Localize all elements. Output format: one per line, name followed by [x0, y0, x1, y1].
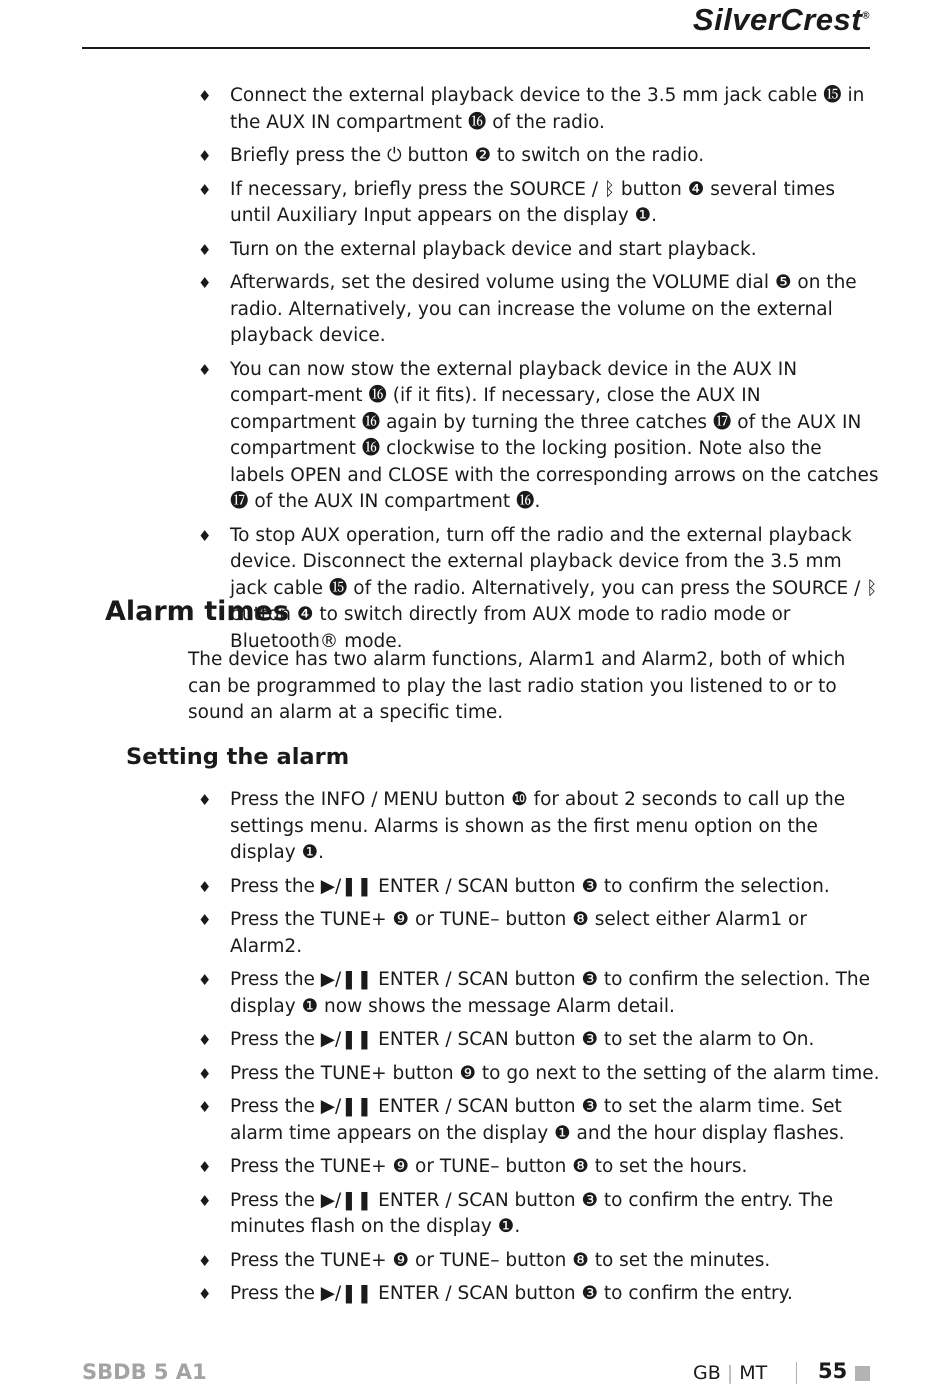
aux-step-text: Afterwards, set the desired volume using the VOLUME dial ❺ on the radio. Alternatively, you can increase the volume on the external playback device.: [230, 272, 857, 346]
footer-page-number: 55: [818, 1359, 848, 1383]
aux-step-text: You can now stow the external playback device in the AUX IN compart-ment ⓰ (if it fits). If necessary, close the AUX IN compartment ⓰ again by turning the three catches ⓱ of the AUX IN compartment ⓰ clockwise to the locking position. Note also the labels OPEN and CLOSE with the corresponding arrows on the catches ⓱ of the AUX IN compartment ⓰.: [230, 358, 879, 512]
brand-logo: [693, 2, 870, 38]
aux-step-text: Connect the external playback device to the 3.5 mm jack cable ⓯ in the AUX IN compartment ⓰ of the radio.: [230, 85, 865, 133]
alarm-step: [190, 1248, 880, 1275]
alarm-step-text: Press the ▶/❚❚ ENTER / SCAN button ❸ to confirm the entry.: [230, 1283, 793, 1304]
alarm-step-text: Press the ▶/❚❚ ENTER / SCAN button ❸ to confirm the entry. The minutes flash on the display ❶.: [230, 1189, 834, 1237]
alarm-step: [190, 967, 880, 1020]
bullet-diamond-icon: ♦: [198, 1098, 212, 1116]
section-heading-alarm-times: Alarm times: [105, 596, 289, 627]
alarm-step: [190, 1281, 880, 1308]
aux-step-text: Turn on the external playback device and start playback.: [230, 238, 757, 260]
bullet-diamond-icon: ♦: [198, 1191, 212, 1210]
bullet-diamond-icon: ♦: [198, 1285, 212, 1303]
bullet-diamond-icon: ♦: [198, 180, 212, 199]
alarm-step-text: Press the ▶/❚❚ ENTER / SCAN button ❸ to set the alarm to On.: [230, 1029, 815, 1050]
subsection-heading-setting-alarm: Setting the alarm: [126, 744, 350, 770]
aux-steps-list: [190, 83, 880, 662]
alarm-step-text: Press the ▶/❚❚ ENTER / SCAN button ❸ to confirm the selection. The display ❶ now shows the message Alarm detail.: [230, 969, 870, 1017]
alarm-step-text: Press the TUNE+ button ❾ to go next to the setting of the alarm time.: [230, 1062, 880, 1084]
aux-step: [190, 177, 880, 230]
bullet-diamond-icon: ♦: [198, 87, 212, 105]
brand-name: SilverCrest: [692, 2, 863, 37]
aux-step: [190, 143, 880, 170]
alarm-step: [190, 1094, 880, 1147]
bullet-diamond-icon: ♦: [198, 911, 212, 929]
alarm-step: [190, 907, 880, 960]
bullet-diamond-icon: ♦: [198, 274, 212, 292]
aux-step-text: Briefly press the ⏻ button ❷ to switch on the radio.: [230, 145, 705, 166]
aux-step: [190, 357, 880, 516]
bullet-diamond-icon: ♦: [198, 240, 212, 259]
alarm-step-text: Press the TUNE+ ❾ or TUNE– button ❽ select either Alarm1 or Alarm2.: [230, 909, 807, 957]
aux-step: [190, 270, 880, 350]
alarm-step: [190, 1154, 880, 1181]
bullet-diamond-icon: ♦: [198, 147, 212, 165]
alarm-step-text: Press the ▶/❚❚ ENTER / SCAN button ❸ to confirm the selection.: [230, 875, 830, 897]
footer-lang-separator: |: [726, 1362, 734, 1384]
footer-divider: [796, 1362, 797, 1384]
alarm-step-text: Press the TUNE+ ❾ or TUNE– button ❽ to set the hours.: [230, 1156, 748, 1177]
aux-step-text: If necessary, briefly press the SOURCE / ᛒ button ❹ several times until Auxiliary Input appears on the display ❶.: [230, 178, 835, 226]
footer-square-marker: [855, 1366, 870, 1381]
alarm-step: [190, 874, 880, 901]
bullet-diamond-icon: ♦: [198, 1158, 212, 1176]
bullet-diamond-icon: ♦: [198, 971, 212, 989]
aux-step: [190, 237, 880, 264]
brand-registered-mark: ®: [862, 10, 870, 22]
footer-languages: [693, 1362, 767, 1384]
alarm-step: [190, 1027, 880, 1054]
alarm-step: [190, 1061, 880, 1088]
bullet-diamond-icon: ♦: [198, 1031, 212, 1049]
footer-lang-gb: GB: [693, 1362, 721, 1384]
header-rule: [82, 47, 870, 49]
bullet-diamond-icon: ♦: [198, 526, 212, 545]
footer-lang-mt: MT: [739, 1362, 768, 1384]
aux-step-text: To stop AUX operation, turn off the radio and the external playback device. Disconnect the external playback device from the 3.5 mm jack cable ⓯ of the radio. Alternatively, you can press the SOURCE / ᛒ button ❹ to switch directly from AUX mode to radio mode or Bluetooth® mode.: [230, 524, 878, 652]
alarm-steps-list: [190, 787, 880, 1315]
bullet-diamond-icon: ♦: [198, 1064, 212, 1083]
bullet-diamond-icon: ♦: [198, 791, 212, 809]
alarm-step: [190, 1188, 880, 1241]
bullet-diamond-icon: ♦: [198, 360, 212, 379]
alarm-intro-paragraph: The device has two alarm functions, Alarm1 and Alarm2, both of which can be programmed to play the last radio station you listened to or to sound an alarm at a specific time.: [188, 649, 846, 723]
aux-step: [190, 523, 880, 656]
alarm-step-text: Press the ▶/❚❚ ENTER / SCAN button ❸ to set the alarm time. Set alarm time appears on the display ❶ and the hour display flashes.: [230, 1096, 845, 1144]
bullet-diamond-icon: ♦: [198, 1251, 212, 1270]
footer-model-number: SBDB 5 A1: [82, 1360, 207, 1384]
bullet-diamond-icon: ♦: [198, 877, 212, 896]
aux-step: [190, 83, 880, 136]
alarm-step: [190, 787, 880, 867]
alarm-step-text: Press the INFO / MENU button ❿ for about 2 seconds to call up the settings menu. Alarms is shown as the first menu option on the display ❶.: [230, 789, 846, 863]
alarm-step-text: Press the TUNE+ ❾ or TUNE– button ❽ to set the minutes.: [230, 1249, 771, 1271]
